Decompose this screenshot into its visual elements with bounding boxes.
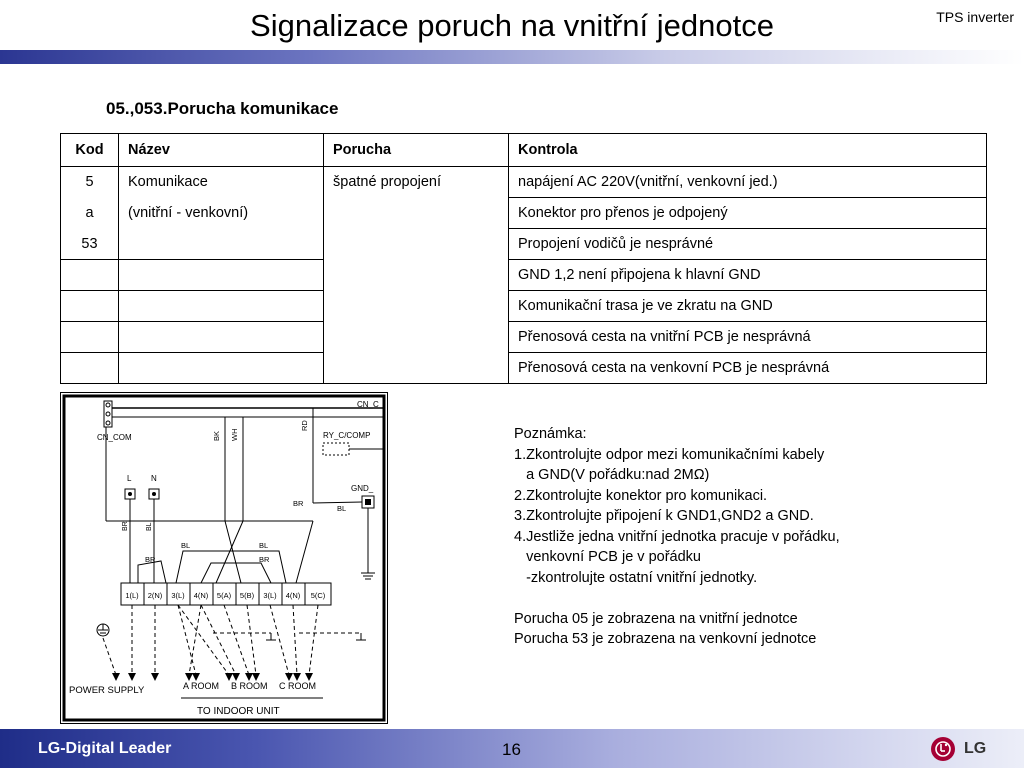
header-kontrola: Kontrola bbox=[509, 134, 987, 167]
label-a-room: A ROOM bbox=[183, 681, 220, 691]
terminal-block bbox=[121, 583, 331, 605]
fault-table bbox=[60, 133, 987, 384]
cell-kontrola: GND 1,2 není připojena k hlavní GND bbox=[509, 260, 987, 291]
cell-nazev bbox=[119, 322, 324, 353]
cell-kontrola: Konektor pro přenos je odpojený bbox=[509, 198, 987, 229]
label-power-supply: POWER SUPPLY bbox=[69, 685, 145, 696]
terminal-label: 1(L) bbox=[125, 591, 139, 600]
label-to-indoor-unit: TO INDOOR UNIT bbox=[197, 706, 280, 717]
label-bl-n: BL bbox=[146, 522, 153, 531]
label-bl-cross2: BL bbox=[259, 541, 269, 550]
wiring-diagram bbox=[60, 392, 388, 724]
page-title: Signalizace poruch na vnitřní jednotce bbox=[250, 8, 774, 43]
notes-text: Poznámka: 1.Zkontrolujte odpor mezi komunikačními kabely a GND(V pořádku:nad 2MΩ) 2.Zkontrolujte konektor pro komunikaci. 3.Zkontrolujte připojení k GND1,GND2 a GND. 4.Jestliže jedna vnitřní jednotka pracuje v pořádku, venkovní PCB je v pořádku -zkontrolujte ostatní vnitřní jednotky. Porucha 05 je zobrazena na vnitřní jednotce Porucha 53 je zobrazena na venkovní jednotce bbox=[514, 426, 840, 647]
label-cn-com: CN_COM bbox=[97, 433, 132, 442]
label-n: N bbox=[151, 474, 157, 483]
cell-porucha bbox=[324, 229, 509, 260]
label-ry-comp: RY_C/COMP bbox=[323, 431, 371, 440]
label-wh: WH bbox=[230, 428, 239, 441]
table-row bbox=[61, 229, 987, 260]
header-kod: Kod bbox=[61, 134, 119, 167]
cell-porucha bbox=[324, 322, 509, 353]
terminal-label: 3(L) bbox=[263, 591, 277, 600]
header-porucha: Porucha bbox=[324, 134, 509, 167]
label-gnd: GND_ bbox=[351, 484, 374, 493]
cell-kod bbox=[61, 260, 119, 291]
label-b-room: B ROOM bbox=[231, 681, 268, 691]
label-l: L bbox=[127, 474, 132, 483]
header-bar bbox=[0, 50, 1024, 64]
cell-porucha bbox=[324, 353, 509, 384]
label-br-cross: BR bbox=[145, 555, 156, 564]
cell-kod bbox=[61, 353, 119, 384]
label-br-cross2: BR bbox=[259, 555, 270, 564]
terminal-label: 5(C) bbox=[310, 591, 326, 600]
cell-kontrola: Propojení vodičů je nesprávné bbox=[509, 229, 987, 260]
cell-porucha: špatné propojení bbox=[324, 167, 509, 198]
lg-logo-icon bbox=[930, 736, 956, 762]
table-row bbox=[61, 260, 987, 291]
label-bl-cross: BL bbox=[181, 541, 191, 550]
footer-brand: LG-Digital Leader bbox=[38, 740, 172, 757]
label-c-room: C ROOM bbox=[279, 681, 316, 691]
cell-kontrola: napájení AC 220V(vnitřní, venkovní jed.) bbox=[509, 167, 987, 198]
terminal-label: 4(N) bbox=[285, 591, 301, 600]
cell-kontrola: Přenosová cesta na vnitřní PCB je nesprávná bbox=[509, 322, 987, 353]
table-row bbox=[61, 291, 987, 322]
cell-nazev bbox=[119, 353, 324, 384]
page-number: 16 bbox=[502, 740, 521, 759]
cell-kod: a bbox=[61, 198, 119, 229]
header-nazev: Název bbox=[119, 134, 324, 167]
table-header-row bbox=[61, 134, 987, 167]
label-br: BR bbox=[293, 499, 304, 508]
cell-nazev: (vnitřní - venkovní) bbox=[119, 198, 324, 229]
section-subtitle: 05.,053.Porucha komunikace bbox=[106, 99, 339, 118]
terminal-label: 5(A) bbox=[216, 591, 232, 600]
label-br-l: BR bbox=[122, 521, 129, 531]
terminal-label: 2(N) bbox=[147, 591, 163, 600]
cell-nazev bbox=[119, 229, 324, 260]
earth-icon bbox=[97, 624, 109, 636]
cell-nazev: Komunikace bbox=[119, 167, 324, 198]
label-cn-c: CN_C bbox=[357, 400, 379, 409]
cell-porucha bbox=[324, 291, 509, 322]
wiring-diagram-svg bbox=[61, 393, 387, 723]
terminal-label: 5(B) bbox=[239, 591, 255, 600]
label-bl: BL bbox=[337, 504, 347, 513]
brand-label: TPS inverter bbox=[936, 9, 1014, 25]
table-row bbox=[61, 322, 987, 353]
cell-kontrola: Přenosová cesta na venkovní PCB je nesprávná bbox=[509, 353, 987, 384]
cell-nazev bbox=[119, 260, 324, 291]
cell-porucha bbox=[324, 260, 509, 291]
cell-kontrola: Komunikační trasa je ve zkratu na GND bbox=[509, 291, 987, 322]
table-row bbox=[61, 167, 987, 198]
cell-kod: 5 bbox=[61, 167, 119, 198]
label-bk: BK bbox=[212, 430, 221, 441]
terminal-label: 4(N) bbox=[193, 591, 209, 600]
cell-nazev bbox=[119, 291, 324, 322]
cell-kod bbox=[61, 322, 119, 353]
cell-kod bbox=[61, 291, 119, 322]
label-rd: RD bbox=[300, 420, 309, 431]
cell-kod: 53 bbox=[61, 229, 119, 260]
lg-logo-text: LG bbox=[964, 740, 987, 757]
terminal-label: 3(L) bbox=[171, 591, 185, 600]
table-row bbox=[61, 198, 987, 229]
cell-porucha bbox=[324, 198, 509, 229]
table-row bbox=[61, 353, 987, 384]
